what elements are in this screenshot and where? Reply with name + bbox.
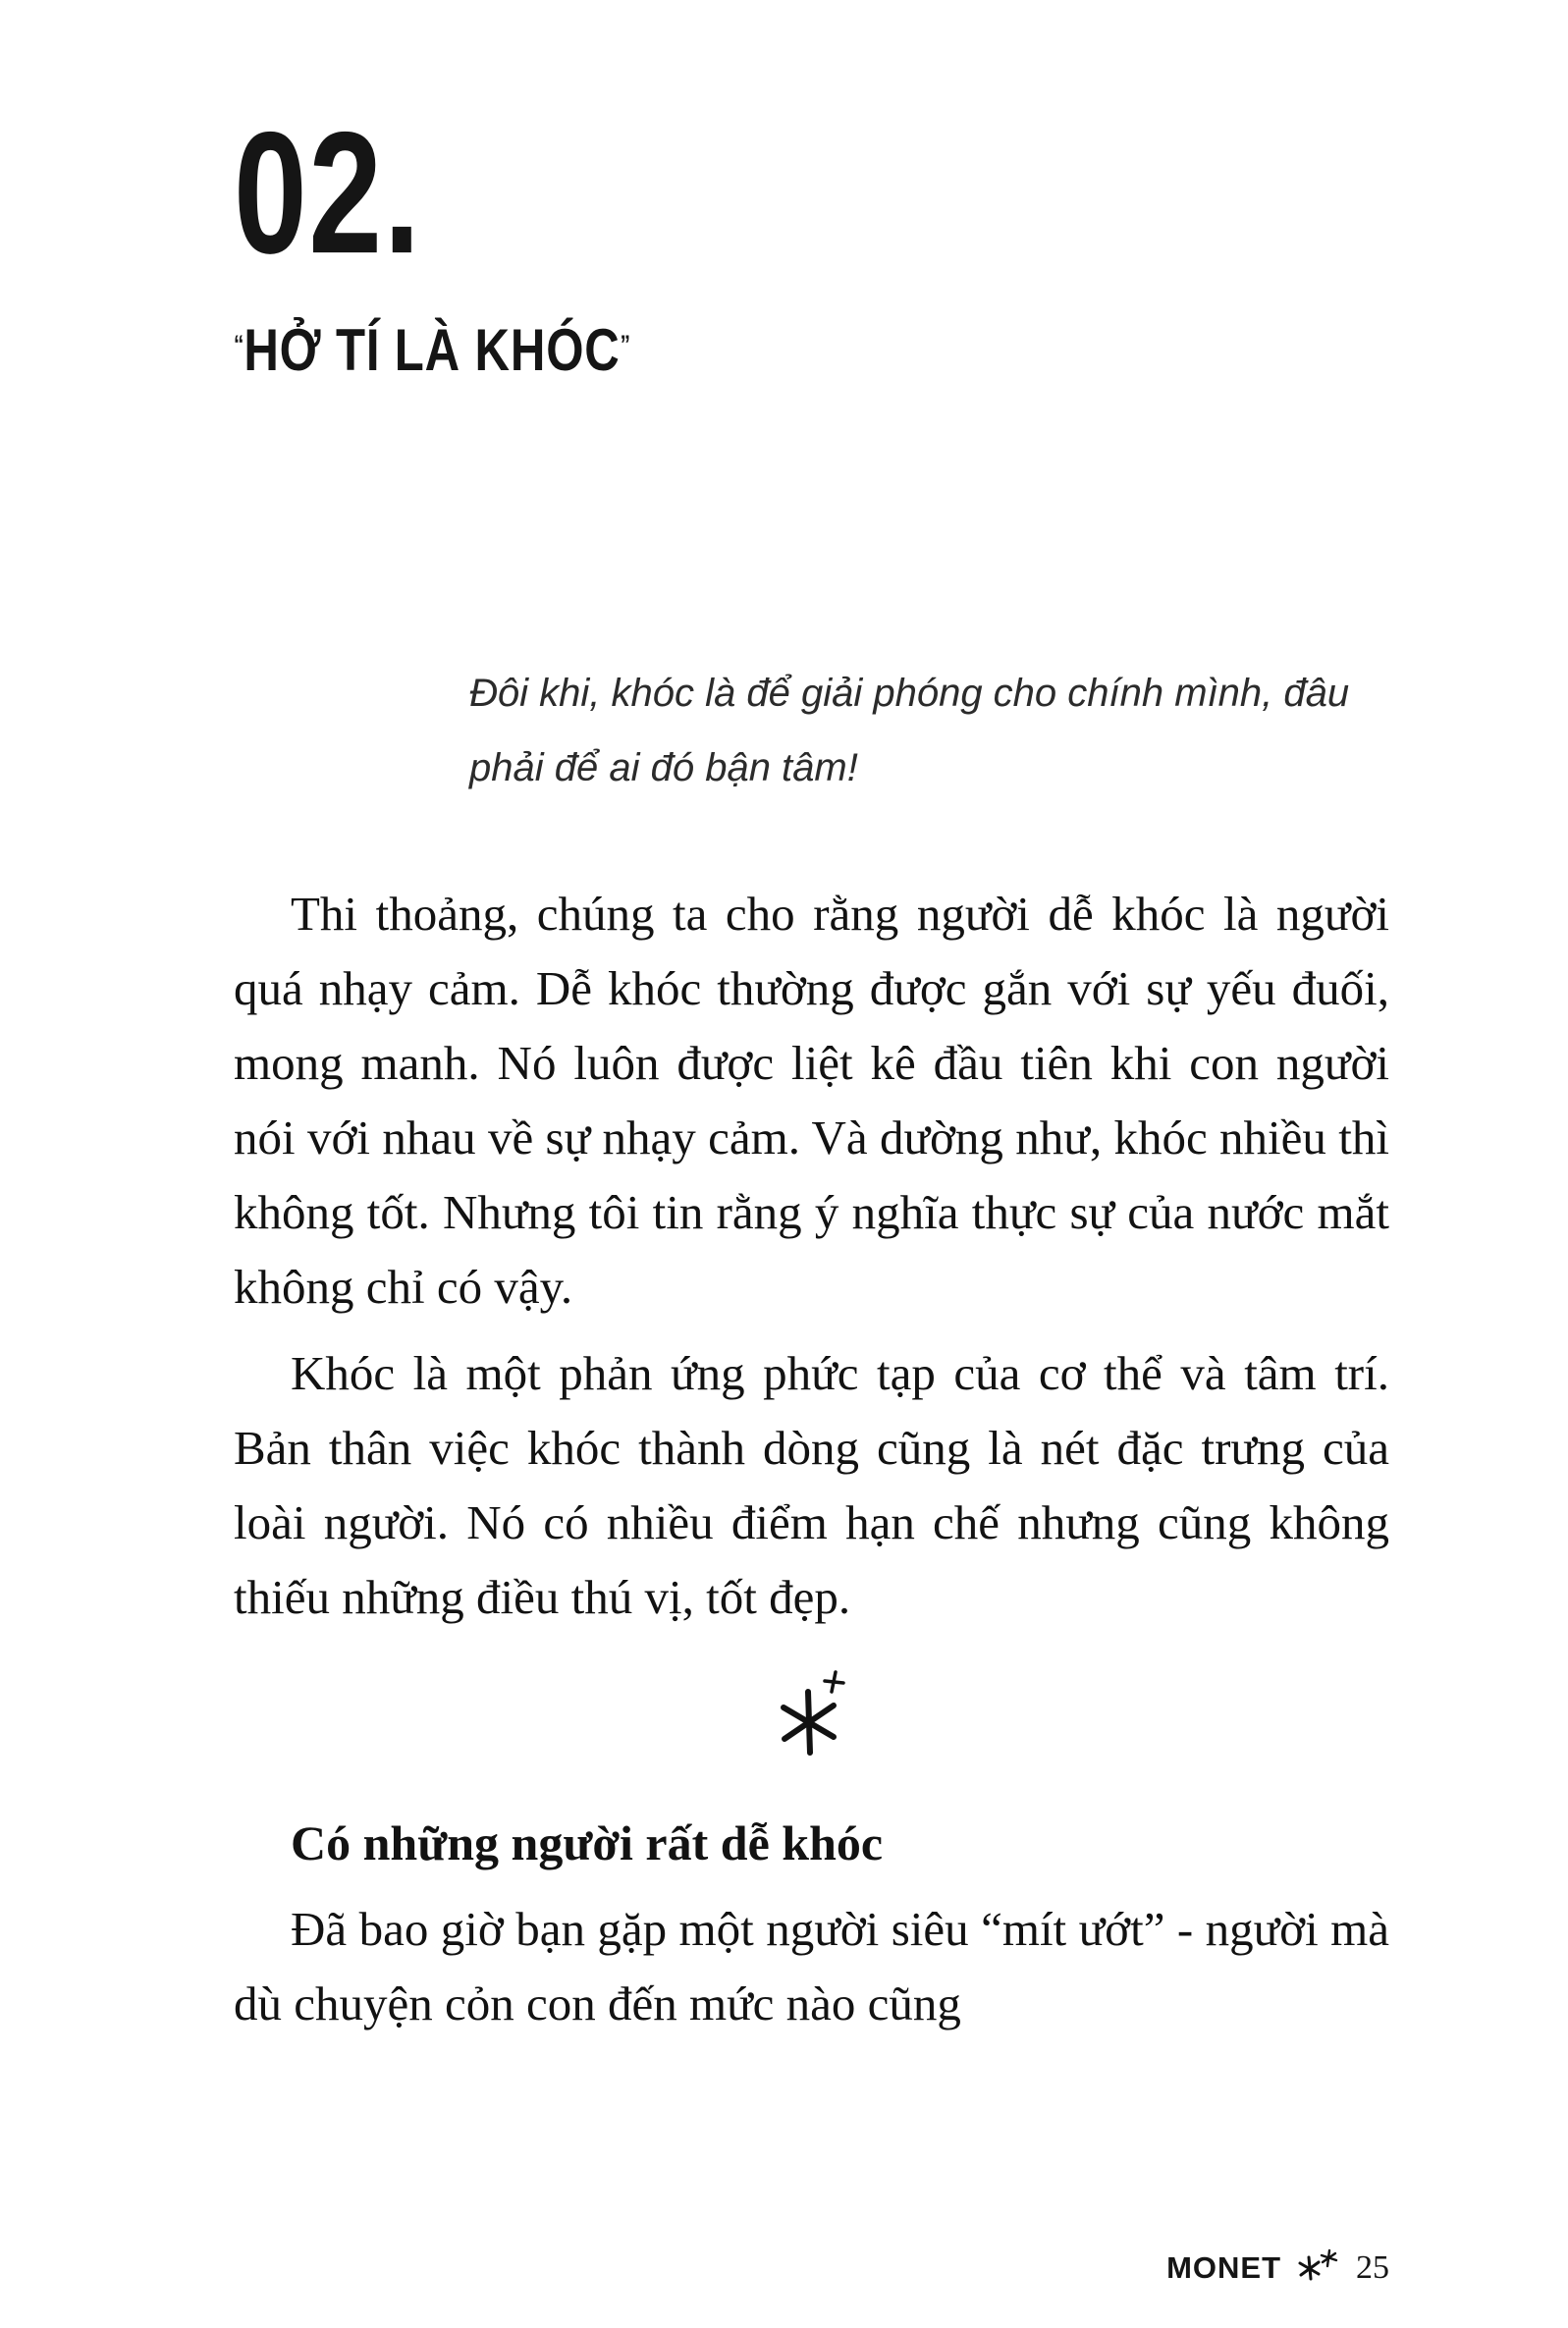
epigraph-quote: Đôi khi, khóc là để giải phóng cho chính mình, đâu phải để ai đó bận tâm! [469, 672, 1350, 789]
chapter-title-text: HỞ TÍ LÀ KHÓC [243, 317, 621, 383]
body-text [234, 877, 1389, 2053]
chapter-title [234, 316, 630, 384]
title-close-quote: ” [620, 331, 630, 358]
paragraph: Đã bao giờ bạn gặp một người siêu “mít ướt” - người mà dù chuyện cỏn con đến mức nào cũng [234, 1902, 1389, 2030]
chapter-title-row [234, 316, 1386, 384]
chapter-number: 02. [234, 95, 422, 290]
title-open-quote: “ [234, 331, 244, 358]
paragraph: Khóc là một phản ứng phức tạp của cơ thể và tâm trí. Bản thân việc khóc thành dòng cũng là nét đặc trưng của loài người. Nó có nhiều điểm hạn chế nhưng cũng không thiếu những điều thú vị, tốt đẹp. [234, 1346, 1389, 1624]
double-asterisk-icon [1297, 2248, 1340, 2287]
footer-brand: MONET [1166, 2249, 1281, 2285]
asterisk-divider-icon [771, 1715, 853, 1769]
footer-page-number: 25 [1356, 2248, 1389, 2286]
subheading: Có những người rất dễ khóc [291, 1815, 884, 1870]
chapter-header [234, 95, 1386, 384]
paragraph: Thi thoảng, chúng ta cho rằng người dễ khóc là người quá nhạy cảm. Dễ khóc thường được gắn với sự yếu đuối, mong manh. Nó luôn được liệt kê đầu tiên khi con người nói với nhau về sự nhạy cảm. Và dường như, khóc nhiều thì không tốt. Nhưng tôi tin rằng ý nghĩa thực sự của nước mắt không chỉ có vậy. [234, 887, 1389, 1314]
page-footer [1166, 2248, 1389, 2287]
section-divider [234, 1668, 1389, 1780]
